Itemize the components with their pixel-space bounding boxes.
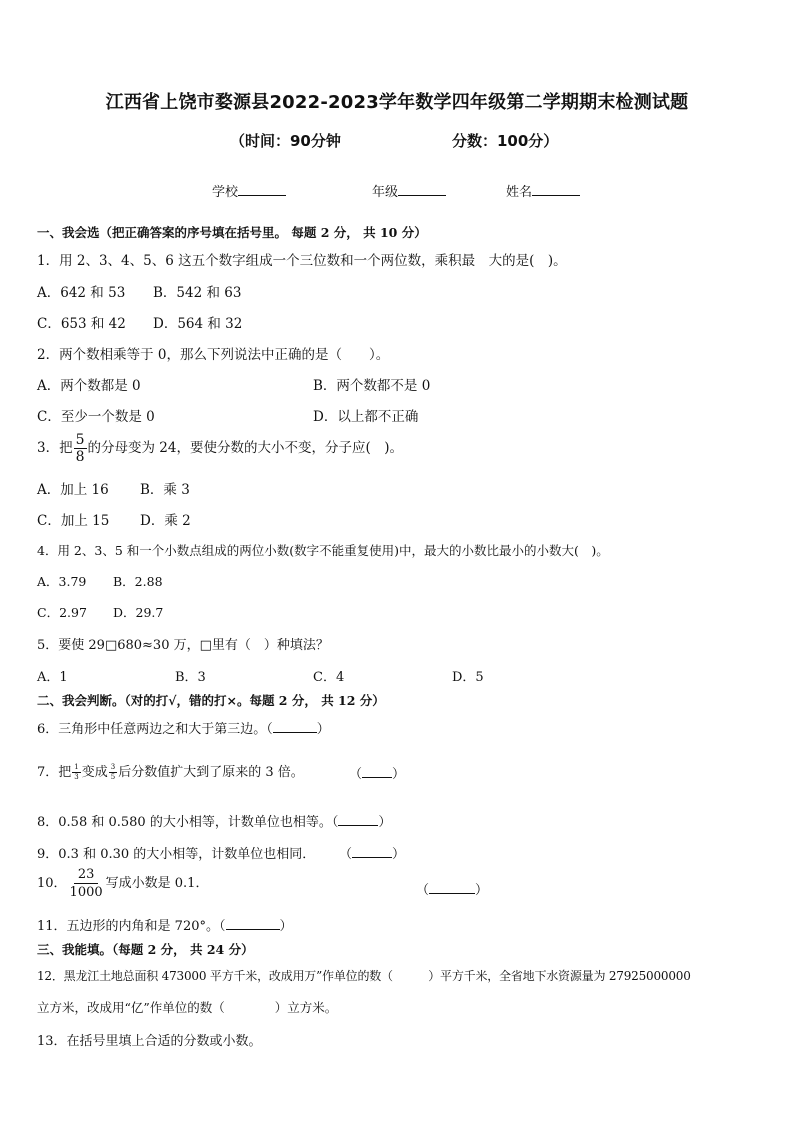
question-9: 9．0.3 和 0.30 的大小相等，计数单位也相同．	[37, 847, 316, 862]
school-field	[212, 181, 286, 200]
q3-denominator: 8	[75, 449, 85, 465]
q10-numerator: 23	[74, 868, 99, 884]
question-11	[37, 915, 293, 934]
q3-numerator: 5	[75, 432, 85, 448]
section-3-heading: 三、我能填。（每题 2 分， 共 24 分）	[37, 942, 254, 957]
q6-answer-blank	[273, 720, 317, 733]
q5-option-a: A．1	[37, 670, 68, 685]
q3-option-a: A．加上 16	[37, 482, 109, 498]
q10-answer-blank	[429, 881, 475, 894]
grade-label: 年级	[372, 185, 399, 200]
q9-paren-close: ）	[392, 847, 406, 862]
q11-text: 11．五边形的内角和是 720°。（	[37, 919, 226, 934]
q7-paren-open: （	[349, 767, 363, 782]
q7-frac2-denominator: 5	[110, 773, 116, 781]
question-13: 13．在括号里填上合适的分数或小数。	[37, 1034, 262, 1049]
question-8	[37, 811, 391, 830]
q11-close: ）	[279, 919, 293, 934]
name-blank	[532, 182, 580, 196]
q7-fraction-2	[109, 764, 117, 781]
q3-suffix: 的分母变为 24，要使分数的大小不变，分子应( )。	[87, 440, 404, 456]
question-3	[37, 433, 403, 464]
score-label: 分数：100分）	[452, 132, 559, 150]
q8-text: 8．0.58 和 0.580 的大小相等，计数单位也相等。（	[37, 815, 339, 830]
q3-option-d: D．乘 2	[140, 513, 191, 529]
section-2-heading: 二、我会判断。（对的打√，错的打×。每题 2 分， 共 12 分）	[37, 693, 385, 708]
q8-close: ）	[378, 815, 392, 830]
question-12-line-1: 12．黑龙江土地总面积 473000 平方千米，改成用万”作单位的数（ ）平方千米，全省地下水资源量为 27925000000	[37, 969, 691, 983]
q11-answer-blank	[226, 917, 280, 930]
q6-text: 6．三角形中任意两边之和大于第三边。（	[37, 722, 273, 737]
q9-answer	[339, 843, 405, 862]
q3-fraction	[74, 433, 87, 464]
question-6	[37, 718, 330, 737]
q2-option-b: B．两个数都不是 0	[313, 378, 431, 394]
question-12-line-2: 立方米，改成用“亿”作单位的数（ ）立方米。	[37, 1000, 338, 1015]
grade-blank	[398, 182, 446, 196]
q10-fraction	[70, 868, 103, 899]
q2-option-d: D．以上都不正确	[313, 409, 419, 425]
q10-suffix: 写成小数是 0.1．	[105, 876, 209, 891]
q4-option-b: B．2.88	[113, 574, 163, 589]
q1-option-a: A．642 和 53	[37, 285, 126, 301]
q7-mid: 变成	[81, 765, 108, 780]
q7-prefix: 7．把	[37, 765, 72, 780]
q4-option-d: D．29.7	[113, 605, 164, 620]
q3-option-c: C．加上 15	[37, 513, 110, 529]
section-1-heading: 一、我会选（把正确答案的序号填在括号里。 每题 2 分， 共 10 分）	[37, 225, 427, 240]
q7-paren-close: ）	[392, 767, 406, 782]
q4-option-c: C．2.97	[37, 605, 87, 620]
question-5: 5．要使 29□680≈30 万，□里有（ ）种填法？	[37, 638, 329, 653]
q3-option-b: B．乘 3	[140, 482, 190, 498]
q10-paren-close: ）	[475, 883, 489, 898]
q7-frac1-denominator: 3	[74, 773, 79, 781]
q7-frac1-numerator: 1	[74, 763, 79, 771]
q7-frac2-numerator: 3	[110, 763, 116, 771]
time-label: （时间：90分钟	[230, 132, 341, 150]
question-2: 2．两个数相乘等于 0，那么下列说法中正确的是（ ）。	[37, 347, 390, 363]
q10-denominator: 1000	[69, 885, 103, 900]
q9-paren-open: （	[339, 847, 353, 862]
q7-answer-blank	[362, 765, 392, 778]
name-field	[506, 181, 580, 200]
q5-option-d: D．5	[452, 670, 484, 685]
q5-option-b: B．3	[175, 670, 206, 685]
q7-suffix: 后分数值扩大到了原来的 3 倍。	[118, 765, 304, 780]
grade-field	[372, 181, 446, 200]
q2-option-c: C．至少一个数是 0	[37, 409, 155, 425]
q8-answer-blank	[338, 813, 378, 826]
q3-prefix: 3．把	[37, 440, 73, 456]
name-label: 姓名	[506, 185, 533, 200]
question-7	[37, 761, 304, 781]
q1-option-c: C．653 和 42	[37, 316, 126, 332]
q7-answer	[349, 763, 405, 782]
question-10	[37, 868, 208, 899]
question-4: 4．用 2、3、5 和一个小数点组成的两位小数(数字不能重复使用)中，最大的小数比最小的小数大( )。	[37, 543, 609, 558]
q10-prefix: 10．	[37, 876, 67, 891]
q4-option-a: A．3.79	[37, 574, 87, 589]
q10-paren-open: （	[416, 883, 430, 898]
school-blank	[238, 182, 286, 196]
school-label: 学校	[212, 185, 239, 200]
q1-option-b: B．542 和 63	[153, 285, 242, 301]
q2-option-a: A．两个数都是 0	[37, 378, 141, 394]
q9-answer-blank	[352, 845, 392, 858]
q7-fraction-1	[72, 764, 80, 781]
page-title: 江西省上饶市婺源县2022-2023学年数学四年级第二学期期末检测试题	[105, 92, 689, 113]
question-1: 1．用 2、3、4、5、6 这五个数字组成一个三位数和一个两位数，乘积最 大的是( )。	[37, 253, 567, 269]
q1-option-d: D．564 和 32	[153, 316, 243, 332]
q6-close: ）	[316, 722, 330, 737]
q5-option-c: C．4	[313, 670, 345, 685]
q10-answer	[416, 879, 488, 898]
